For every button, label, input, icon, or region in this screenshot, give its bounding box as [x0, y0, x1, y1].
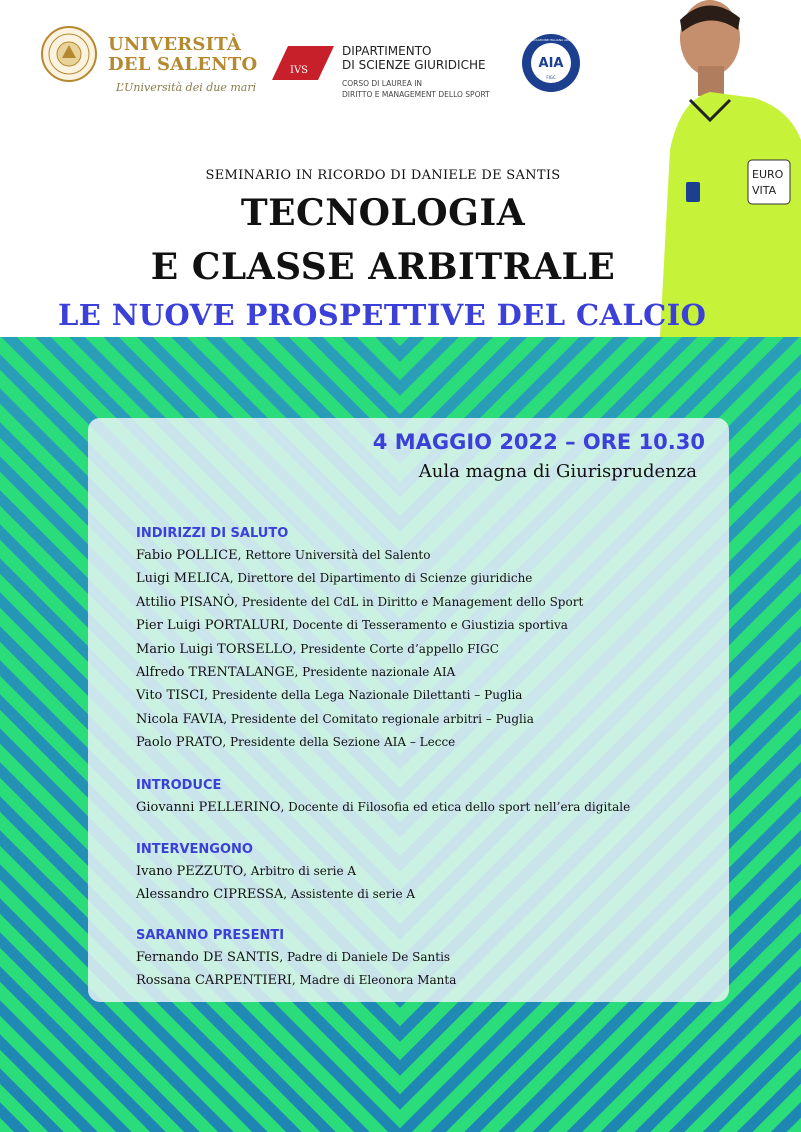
section-presenti: [136, 926, 726, 993]
speaker-line: [136, 883, 726, 906]
speaker-line: [136, 684, 726, 707]
speaker-role: , Presidente del Comitato regionale arbitri – Puglia: [223, 711, 534, 726]
section-heading: INTRODUCE: [136, 778, 222, 793]
speaker-role: , Madre di Eleonora Manta: [291, 973, 457, 988]
department-mark-text: IVS: [290, 65, 309, 76]
department-course-line2: DIRITTO E MANAGEMENT DELLO SPORT: [342, 90, 490, 99]
speaker-role: , Presidente della Lega Nazionale Dilettanti – Puglia: [204, 688, 523, 703]
speaker-line: [136, 731, 726, 754]
department-course-line1: CORSO DI LAUREA IN: [342, 79, 423, 88]
university-seal-icon: [40, 25, 98, 83]
seminar-subtitle: SEMINARIO IN RICORDO DI DANIELE DE SANTIS: [205, 168, 561, 183]
speaker-line: [136, 969, 726, 992]
university-tagline: L’Università dei due mari: [116, 81, 257, 94]
department-title-line2: DI SCIENZE GIURIDICHE: [342, 58, 486, 72]
title-line2: E CLASSE ARBITRALE: [150, 246, 616, 288]
header-area: [0, 0, 801, 337]
speaker-name: Attilio PISANÒ: [136, 594, 235, 610]
aia-logo: [521, 33, 581, 93]
speaker-name: Rossana CARPENTIERI: [136, 973, 292, 989]
section-heading: INDIRIZZI DI SALUTO: [136, 526, 289, 541]
department-course: [342, 78, 490, 100]
section-saluto: [136, 524, 726, 755]
speaker-role: , Presidente del CdL in Diritto e Management dello Sport: [234, 594, 584, 609]
speaker-role: , Rettore Università del Salento: [237, 548, 431, 562]
speaker-name: Nicola FAVIA: [136, 711, 224, 727]
speaker-line: [136, 638, 726, 661]
speaker-line: [136, 591, 726, 614]
university-name: [108, 35, 257, 75]
speaker-name: Paolo PRATO: [136, 735, 223, 751]
aia-logo-sub: FIGC: [546, 75, 556, 80]
title-line3: LE NUOVE PROSPETTIVE DEL CALCIO: [58, 298, 707, 332]
speaker-role: , Presidente nazionale AIA: [294, 664, 456, 679]
section-introduce: [136, 776, 726, 819]
speaker-line: [136, 661, 726, 684]
speaker-name: Alfredo TRENTALANGE: [136, 664, 295, 680]
speaker-line: [136, 860, 726, 883]
speaker-name: Giovanni PELLERINO: [136, 800, 281, 815]
speaker-name: Pier Luigi PORTALURI: [136, 618, 285, 634]
department-title: [342, 44, 486, 72]
speaker-role: , Docente di Filosofia ed etica dello sport nell’era digitale: [280, 800, 631, 814]
section-heading: INTERVENGONO: [136, 842, 253, 857]
event-venue: Aula magna di Giurisprudenza: [418, 461, 697, 482]
speaker-name: Mario Luigi TORSELLO: [136, 641, 293, 657]
speaker-line: [136, 946, 726, 969]
speaker-line: [136, 708, 726, 731]
speaker-line: [136, 614, 726, 637]
aia-logo-text: AIA: [538, 56, 564, 71]
department-logo: [270, 38, 510, 108]
speaker-name: Alessandro CIPRESSA: [136, 887, 284, 903]
speaker-name: Ivano PEZZUTO: [136, 864, 244, 879]
speaker-name: Fabio POLLICE: [136, 548, 238, 563]
speaker-name: Luigi MELICA: [136, 571, 230, 587]
speaker-role: , Direttore del Dipartimento di Scienze giuridiche: [229, 571, 533, 586]
university-name-line2: DEL SALENTO: [108, 54, 258, 75]
speaker-role: , Docente di Tesseramento e Giustizia sportiva: [284, 618, 568, 633]
event-date: 4 MAGGIO 2022 – ORE 10.30: [372, 430, 705, 454]
speaker-role: , Assistente di serie A: [283, 887, 416, 902]
referee-badge-line2: VITA: [752, 184, 777, 197]
referee-badge-line1: EURO: [752, 168, 784, 181]
speaker-name: Vito TISCI: [136, 688, 205, 704]
university-logo: [40, 25, 258, 105]
speaker-line: [136, 567, 726, 590]
speaker-role: , Arbitro di serie A: [243, 864, 357, 878]
university-name-line1: UNIVERSITÀ: [108, 34, 242, 55]
speaker-line: [136, 796, 726, 819]
speaker-role: , Presidente della Sezione AIA – Lecce: [222, 735, 456, 750]
section-heading: SARANNO PRESENTI: [136, 928, 285, 943]
department-book-icon: [270, 42, 336, 82]
speaker-role: , Presidente Corte d’appello FIGC: [292, 641, 499, 656]
speaker-name: Fernando DE SANTIS: [136, 950, 280, 965]
speaker-role: , Padre di Daniele De Santis: [279, 950, 451, 964]
department-title-line1: DIPARTIMENTO: [342, 44, 432, 58]
section-intervengono: [136, 840, 726, 907]
title-line1: TECNOLOGIA: [240, 192, 526, 234]
aia-ring-text: ASSOCIAZIONE ITALIANA ARBITRI: [526, 38, 576, 42]
program-panel: [88, 418, 729, 1002]
speaker-line: [136, 544, 726, 567]
